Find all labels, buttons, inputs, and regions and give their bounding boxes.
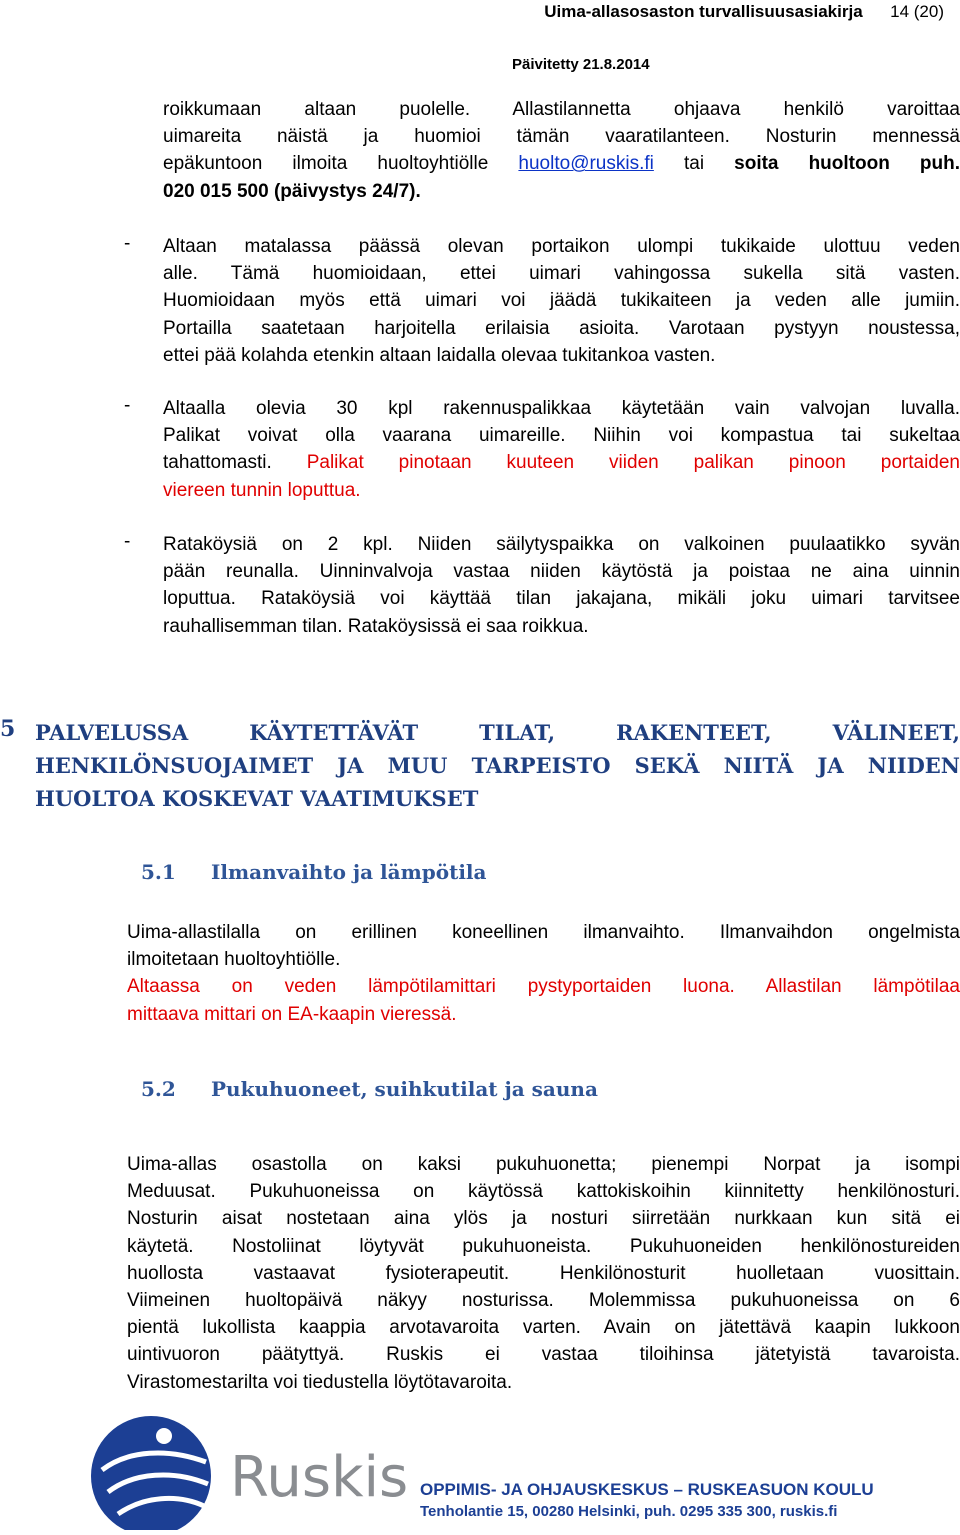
email-link[interactable]: huolto@ruskis.fi (518, 153, 654, 175)
text-line: Palikat voivat olla vaarana uimareille. Niihin voi kompastua tai sukeltaa (163, 425, 960, 447)
text-line: Portailla saatetaan harjoitella erilaisia asioita. Varotaan pystyyn noustessa, (163, 317, 960, 339)
text-line: mittaava mittari on EA-kaapin vieressä. (127, 1003, 457, 1025)
ruskis-logo-text: Ruskis (230, 1445, 409, 1510)
section-5-number: 5 (0, 716, 16, 742)
bullet-paragraph-stairs (163, 233, 960, 369)
school-name: OPPIMIS- JA OHJAUSKESKUS – RUSKEASUON KOULU (420, 1480, 874, 1499)
text-line: ettei pää kolahda etenkin altaan laidalla olevaa tukitankoa vasten. (163, 344, 716, 366)
text-line: Huomioidaan myös että uimari voi jäädä tukikaiteen ja veden alle jumiin. (163, 290, 960, 312)
text-line: Uima-allastilalla on erillinen koneellinen ilmanvaihto. Ilmanvaihdon ongelmista (127, 922, 960, 943)
text-line: Meduusat. Pukuhuoneissa on käytössä kattokiskoihin kiinnitetty henkilönosturi. (127, 1181, 960, 1203)
bullet-dash: - (124, 395, 131, 416)
text-line: Nosturin aisat nostetaan aina ylös ja nosturi siirretään nurkkaan kun sitä ei (127, 1208, 960, 1230)
text-line: viereen tunnin loputtua. (163, 479, 361, 501)
text-line: pään reunalla. Uinninvalvoja vastaa niiden käytöstä ja poistaa ne aina uinnin (163, 561, 960, 583)
text-line: Altaan matalassa päässä olevan portaikon ulompi tukikaide ulottuu veden (163, 236, 960, 257)
text-line: rauhallisemman tilan. Rataköysissä ei saa roikkua. (163, 615, 589, 637)
text-line: Altaalla olevia 30 kpl rakennuspalikkaa käytetään vain valvojan luvalla. (163, 398, 960, 419)
text-line: huollosta vastaavat fysioterapeutit. Henkilönosturit huolletaan vuosittain. (127, 1262, 960, 1284)
document-title: Uima-allasosaston turvallisuusasiakirja (544, 2, 863, 21)
heading-line: HENKILÖNSUOJAIMET JA MUU TARPEISTO SEKÄ NIITÄ JA NIIDEN (35, 753, 960, 778)
text-line: Uima-allas osastolla on kaksi pukuhuonetta; pienempi Norpat ja isompi (127, 1154, 960, 1175)
bullet-paragraph-blocks (163, 395, 960, 504)
heading-line: PALVELUSSA KÄYTETTÄVÄT TILAT, RAKENTEET, VÄLINEET, (35, 720, 960, 745)
ventilation-paragraph (127, 919, 960, 1028)
section-5-2-number: 5.2 (141, 1077, 176, 1101)
text-line: epäkuntoon ilmoita huoltoyhtiölle huolto@ruskis.fi tai soita huoltoon puh. (163, 153, 960, 175)
text-line: loputtua. Rataköysiä voi käyttää tilan jakajana, mikäli joku uimari tarvitsee (163, 588, 960, 610)
bullet-dash: - (124, 233, 131, 254)
text-line: pientä lukollista kaappia arvotavaroita varten. Avain on jätettävä kaapin lukkoon (127, 1317, 960, 1339)
school-address: Tenholantie 15, 00280 Helsinki, puh. 0295 335 300, ruskis.fi (420, 1503, 838, 1520)
text-line: Viimeinen huoltopäivä näkyy nosturissa. Molemmissa pukuhuoneissa on 6 (127, 1290, 960, 1312)
text-line: roikkumaan altaan puolelle. Allastilannetta ohjaava henkilö varoittaa (163, 99, 960, 120)
changing-rooms-paragraph (127, 1151, 960, 1396)
section-5-2-title: Pukuhuoneet, suihkutilat ja sauna (211, 1077, 598, 1101)
bullet-dash: - (124, 531, 131, 552)
intro-paragraph (163, 96, 960, 205)
text-line: tahattomasti. Palikat pinotaan kuuteen viiden palikan pinoon portaiden (163, 452, 960, 474)
ruskis-logo-icon (88, 1410, 214, 1530)
text-line: Altaassa on veden lämpötilamittari pystyportaiden luona. Allastilan lämpötilaa (127, 976, 960, 998)
updated-date: Päivitetty 21.8.2014 (512, 56, 650, 73)
text-line: Virastomestarilta voi tiedustella löytötavaroita. (127, 1371, 513, 1393)
document-header (544, 2, 944, 22)
section-5-1-title: Ilmanvaihto ja lämpötila (211, 860, 487, 884)
page-number: 14 (20) (890, 2, 944, 21)
text-line: ilmoitetaan huoltoyhtiölle. (127, 949, 341, 971)
text-line: 020 015 500 (päivystys 24/7). (163, 180, 421, 202)
text-line: uintivuoron päätyttyä. Ruskis ei vastaa tiloihinsa jätetyistä tavaroista. (127, 1344, 960, 1366)
text-line: alle. Tämä huomioidaan, ettei uimari vahingossa sukella sitä vasten. (163, 263, 960, 285)
section-5-1-number: 5.1 (141, 860, 176, 884)
text-line: uimareita näistä ja huomioi tämän vaaratilanteen. Nosturin mennessä (163, 126, 960, 148)
bullet-paragraph-lane-ropes (163, 531, 960, 640)
section-5-heading (35, 716, 960, 815)
text-line: käytetä. Nostoliinat löytyvät pukuhuoneista. Pukuhuoneiden henkilönostureiden (127, 1235, 960, 1257)
heading-line: HUOLTOA KOSKEVAT VAATIMUKSET (35, 786, 479, 811)
text-line: Rataköysiä on 2 kpl. Niiden säilytyspaikka on valkoinen puulaatikko syvän (163, 534, 960, 555)
